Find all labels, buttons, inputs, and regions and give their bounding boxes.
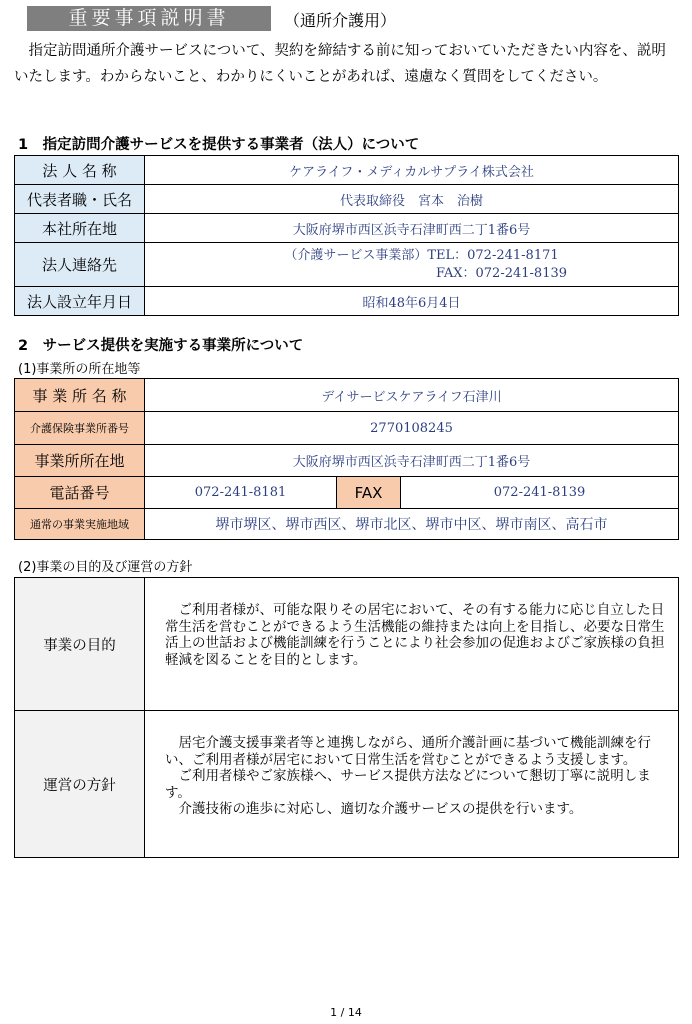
policy-paragraph-1: 居宅介護支援事業者等と連携しながら、通所介護計画に基づいて機能訓練を行い、ご利用者様が居宅において日常生活を営むことができるよう支援します。 — [165, 735, 651, 768]
office-address-label: 事業所所在地 — [15, 445, 145, 477]
representative-value: 代表取締役 宮本 治樹 — [145, 185, 679, 214]
table-row — [15, 445, 679, 477]
table-row — [15, 214, 679, 243]
service-area-label: 通常の事業実施地域 — [15, 509, 145, 540]
corporation-table — [14, 155, 679, 316]
established-value: 昭和48年6月4日 — [145, 287, 679, 316]
head-office-label: 本社所在地 — [15, 214, 145, 243]
office-fax-value: 072-241-8139 — [401, 477, 679, 509]
section1-heading: 1 指定訪問介護サービスを提供する事業者（法人）について — [18, 137, 420, 153]
table-row — [15, 477, 679, 509]
corp-tel: （介護サービス事業部）TEL：072-241-8171 — [284, 247, 559, 263]
corp-name-value: ケアライフ・メディカルサプライ株式会社 — [145, 156, 679, 185]
purpose-text — [145, 578, 679, 711]
table-row — [15, 287, 679, 316]
office-fax-label: FAX — [337, 477, 401, 509]
office-name-label: 事 業 所 名 称 — [15, 379, 145, 412]
insurance-no-value: 2770108245 — [145, 412, 679, 445]
section2-sub2: (2)事業の目的及び運営の方針 — [18, 560, 193, 575]
table-row — [15, 243, 679, 287]
table-row — [15, 412, 679, 445]
representative-label: 代表者職・氏名 — [15, 185, 145, 214]
policy-paragraph-2: ご利用者様やご家族様へ、サービス提供方法などについて懇切丁寧に説明します。 — [165, 768, 651, 801]
table-row — [15, 509, 679, 540]
office-phone-label: 電話番号 — [15, 477, 145, 509]
purpose-policy-table — [14, 577, 679, 858]
purpose-label: 事業の目的 — [15, 578, 145, 711]
document-subtitle: （通所介護用） — [284, 11, 397, 30]
office-address-value: 大阪府堺市西区浜寺石津町西二丁1番6号 — [145, 445, 679, 477]
purpose-paragraph: ご利用者様が、可能な限りその居宅において、その有する能力に応じ自立した日常生活を営むことができるよう生活機能の維持または向上を目指し、必要な日常生活上の世話および機能訓練を行うことにより社会参加の促進およびご家族様の負担軽減を図ることを目的とします。 — [165, 602, 665, 668]
table-row — [15, 578, 679, 711]
head-office-value: 大阪府堺市西区浜寺石津町西二丁1番6号 — [145, 214, 679, 243]
document-title: 重要事項説明書 — [27, 6, 271, 31]
policy-label: 運営の方針 — [15, 711, 145, 858]
table-row — [15, 711, 679, 858]
page-number: 1 / 14 — [330, 1006, 362, 1019]
corp-name-label: 法 人 名 称 — [15, 156, 145, 185]
service-area-value: 堺市堺区、堺市西区、堺市北区、堺市中区、堺市南区、高石市 — [145, 509, 679, 540]
established-label: 法人設立年月日 — [15, 287, 145, 316]
section2-heading: 2 サービス提供を実施する事業所について — [18, 338, 304, 354]
table-row — [15, 379, 679, 412]
corp-contact-label: 法人連絡先 — [15, 243, 145, 287]
table-row — [15, 156, 679, 185]
office-phone-value: 072-241-8181 — [145, 477, 337, 509]
intro-paragraph: 指定訪問通所介護サービスについて、契約を締結する前に知っておいていただきたい内容を、説明いたします。わからないこと、わかりにくいことがあれば、遠慮なく質問をしてください。 — [14, 43, 666, 85]
policy-paragraph-3: 介護技術の進歩に対応し、適切な介護サービスの提供を行います。 — [178, 801, 583, 817]
corp-fax: FAX：072-241-8139 — [435, 265, 568, 281]
table-row — [15, 185, 679, 214]
section2-sub1: (1)事業所の所在地等 — [18, 362, 141, 377]
office-name-value: デイサービスケアライフ石津川 — [145, 379, 679, 412]
corp-contact-value — [145, 243, 679, 287]
office-table — [14, 378, 679, 540]
insurance-no-label: 介護保険事業所番号 — [15, 412, 145, 445]
policy-text — [145, 711, 679, 858]
